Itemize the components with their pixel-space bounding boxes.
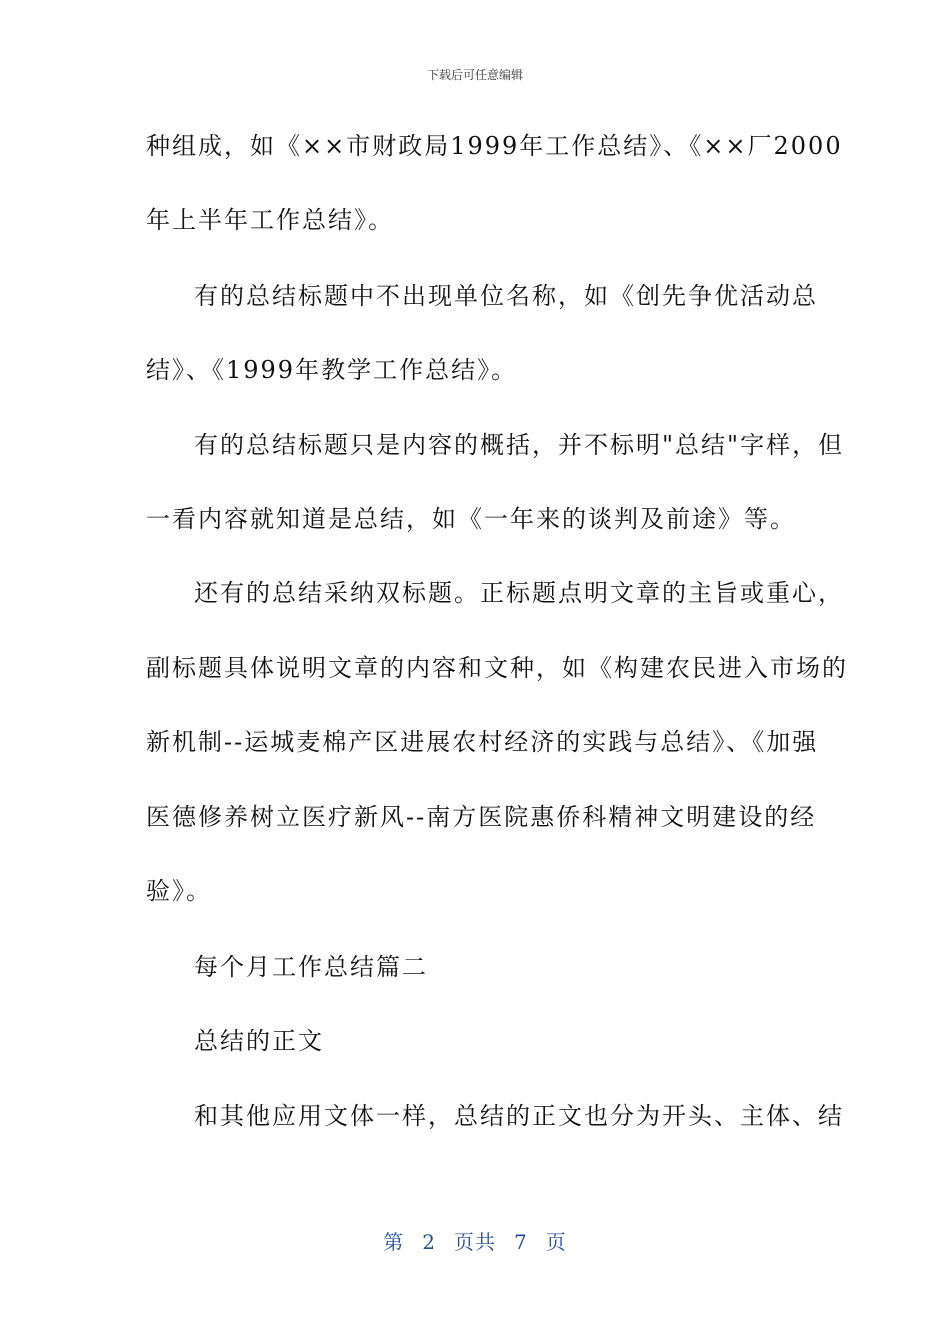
footer-prefix: 第 bbox=[383, 1230, 405, 1254]
subsection-heading: 总结的正文 bbox=[194, 1027, 324, 1055]
body-line-11: 验》。 bbox=[146, 877, 212, 905]
page-number-footer bbox=[0, 1226, 950, 1255]
body-line-4: 结》、《1999年教学工作总结》。 bbox=[146, 356, 518, 384]
footer-total-pages: 7 bbox=[514, 1230, 528, 1254]
page-header-note: 下载后可任意编辑 bbox=[426, 68, 523, 82]
footer-middle: 页共 bbox=[454, 1230, 496, 1254]
body-line-9: 新机制--运城麦棉产区进展农村经济的实践与总结》、《加强 bbox=[146, 728, 819, 756]
body-line-3: 有的总结标题中不出现单位名称，如《创先争优活动总 bbox=[194, 282, 818, 310]
body-line-2: 年上半年工作总结》。 bbox=[146, 206, 394, 234]
footer-current-page: 2 bbox=[422, 1230, 436, 1254]
section-heading: 每个月工作总结篇二 bbox=[194, 953, 428, 981]
body-line-7: 还有的总结采纳双标题。正标题点明文章的主旨或重心， bbox=[194, 579, 844, 607]
body-line-1: 种组成，如《××市财政局1999年工作总结》、《××厂2000 bbox=[146, 132, 843, 160]
footer-suffix: 页 bbox=[545, 1230, 567, 1254]
body-line-10: 医德修养树立医疗新风--南方医院惠侨科精神文明建设的经 bbox=[146, 803, 817, 831]
body-line-6: 一看内容就知道是总结，如《一年来的谈判及前途》等。 bbox=[146, 505, 796, 533]
body-line-8: 副标题具体说明文章的内容和文种，如《构建农民进入市场的 bbox=[146, 654, 848, 682]
body-line-14: 和其他应用文体一样，总结的正文也分为开头、主体、结 bbox=[194, 1102, 844, 1130]
body-line-5: 有的总结标题只是内容的概括，并不标明"总结"字样，但 bbox=[194, 431, 845, 459]
